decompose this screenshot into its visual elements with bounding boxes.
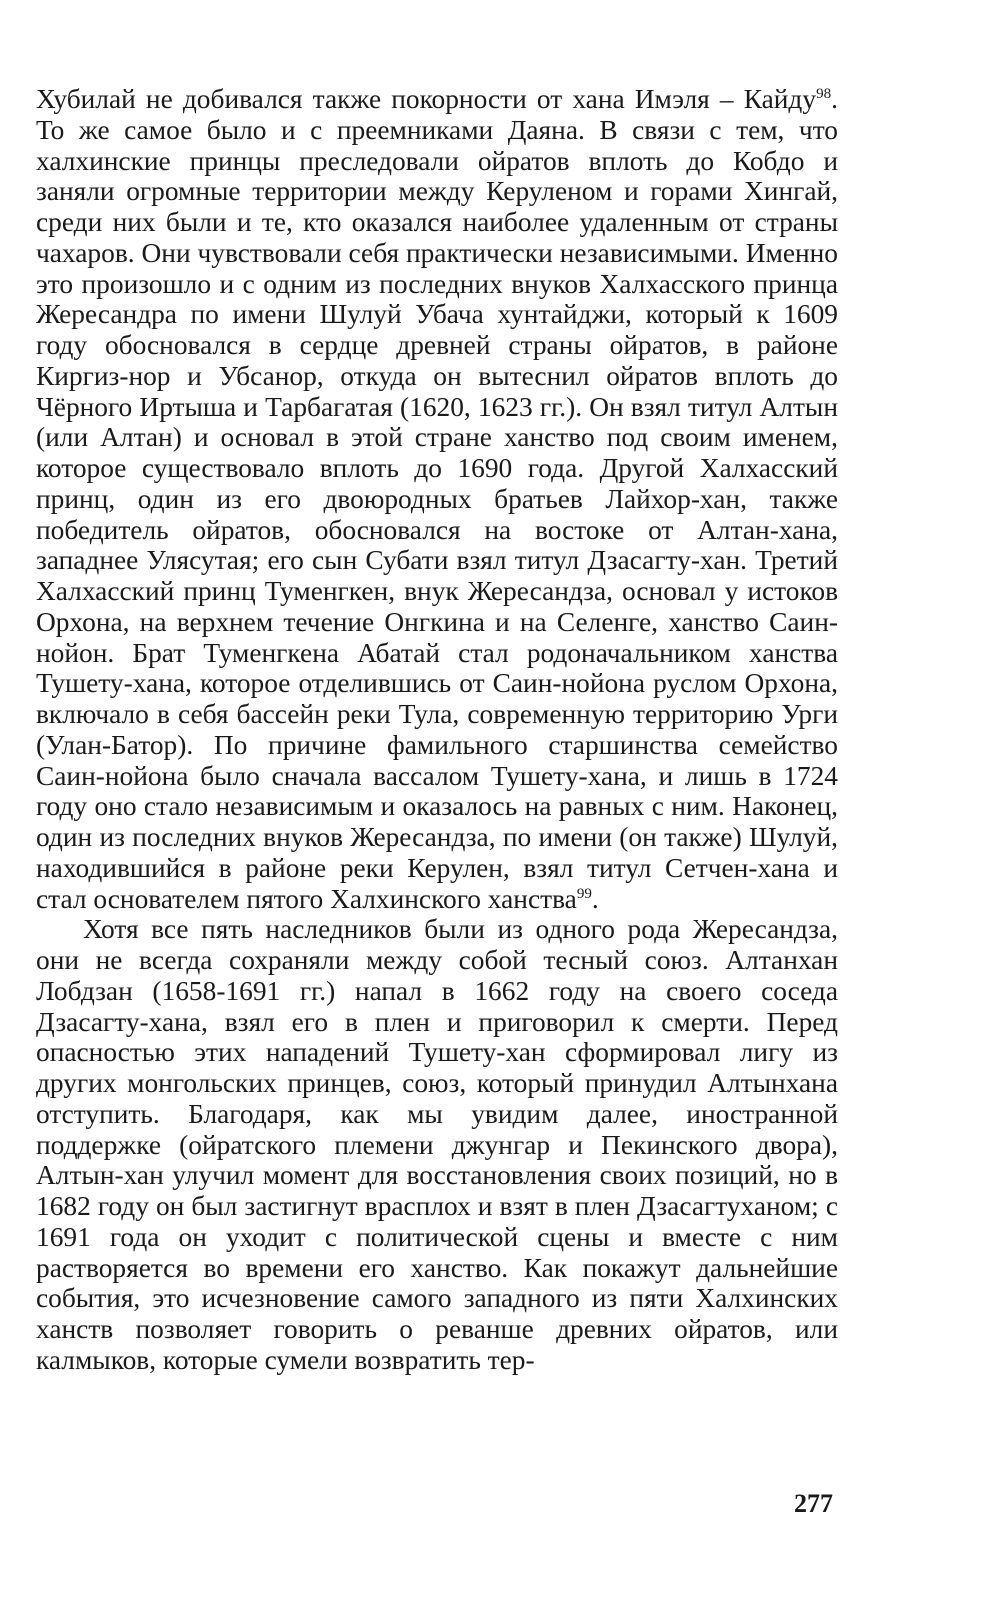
footnote-ref-98: 98 [816,85,832,102]
paragraph-1-text-main: . То же самое было и с преемниками Даяна. В связи с тем, что халхинские принцы преследовали ойратов вплоть до Кобдо и заняли огромные территории между Керуленом и горами Хингай, среди них были и те, кто оказался наиболее удаленным от страны чахаров. Они чувствовали себя практически независимыми. Именно это произошло и с одним из последних внуков Халхасского принца Жересандра по имени Шулуй Убача хунтайджи, который к 1609 году обосновался в сердце древней страны ойратов, в районе Киргиз-нор и Убсанор, откуда он вытеснил ойратов вплоть до Чёрного Иртыша и Тарбагатая (1620, 1623 гг.). Он взял титул Алтын (или Алтан) и основал в этой стране ханство под своим именем, которое существовало вплоть до 1690 года. Другой Халхасский принц, один из его двоюродных братьев Лайхор-хан, также победитель ойратов, обосновался на востоке от Алтан-хана, западнее Улясутая; его сын Субати взял титул Дзасагту-хан. Третий Халхасский принц Туменгкен, внук Жересандза, основал у истоков Орхона, на верхнем течение Онгкина и на Селенге, ханство Саин-нойон. Брат Туменгкена Абатай стал родоначальником ханства Тушету-хана, которое отделившись от Саин-нойона руслом Орхона, включало в себя бассейн реки Тула, современную территорию Урги (Улан-Батор). По причине фамильного старшинства семейство Саин-нойона было сначала вассалом Тушету-хана, и лишь в 1724 году оно стало независимым и оказалось на равных с ним. Наконец, один из последних внуков Жересандза, по имени (он также) Шулуй, находившийся в районе реки Керулен, взял титул Сетчен-хана и стал основателем пятого Халхинского ханства [36,84,838,914]
paragraph-2: Хотя все пять наследников были из одного рода Жересандза, они не всегда сохраняли между собой тесный союз. Алтанхан Лобдзан (1658-1691 гг.) напал в 1662 году на своего соседа Дзасагту-хана, взял его в плен и приговорил к смерти. Перед опасностью этих нападений Тушету-хан сформировал лигу из других монгольских принцев, союз, который принудил Алтынхана отступить. Благодаря, как мы увидим далее, иностранной поддержке (ойратского племени джунгар и Пекинского двора), Алтын-хан улучил момент для восстановления своих позиций, но в 1682 году он был застигнут врасплох и взят в плен Дзасагтуханом; с 1691 года он уходит с политической сцены и вместе с ним растворяется во времени его ханство. Как покажут дальнейшие события, это исчезновение самого западного из пяти Халхинских ханств позволяет говорить о реванше древних ойратов, или калмыков, которые сумели возвратить тер- [36,914,838,1375]
page-body [36,84,838,1376]
page-number: 277 [794,1489,833,1518]
paragraph-1-text-start: Хубилай не добивался также покорности от хана Имэля – Кайду [36,84,817,114]
paragraph-1 [36,84,838,914]
paragraph-1-text-end: . [591,883,599,914]
footnote-ref-99: 99 [576,885,592,902]
